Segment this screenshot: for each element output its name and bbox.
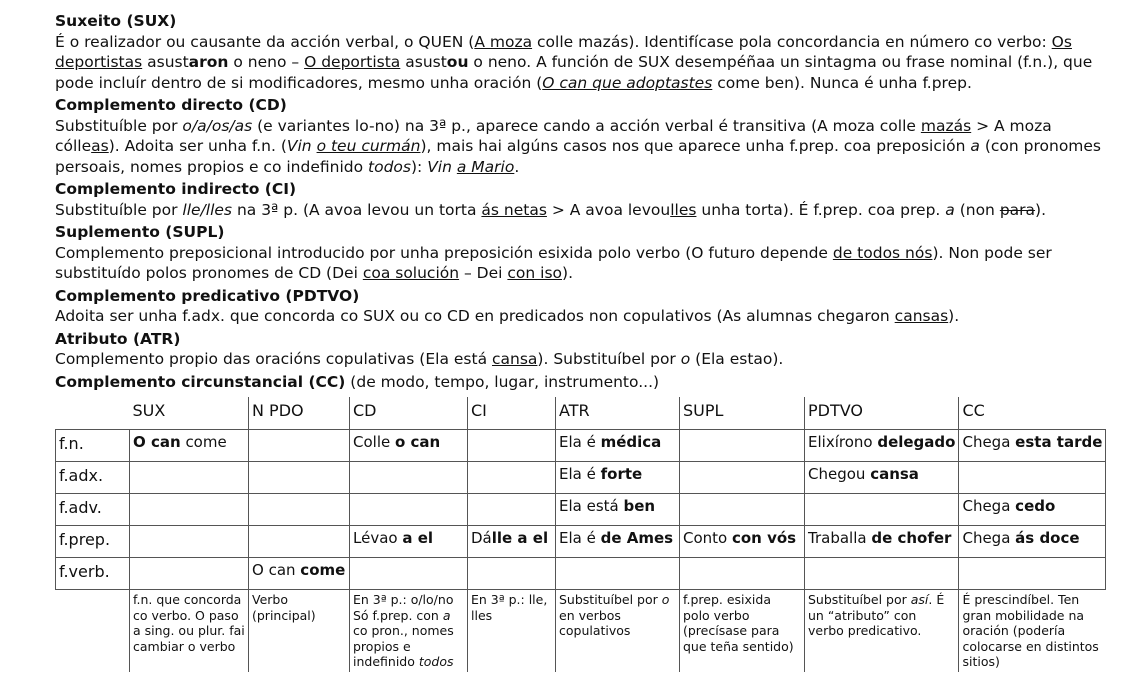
section-body-pdtvo: Adoita ser unha f.adx. que concorda co SUX ou co CD en predicados non copulativos (As alumnas chegaron cansas). <box>55 307 960 325</box>
cell-fn-sux: O can come <box>130 430 249 462</box>
section-body-atr: Complemento propio das oracións copulativas (Ela está cansa). Substituíbel por o (Ela estao). <box>55 350 784 368</box>
table-row-fverb <box>56 558 1106 590</box>
grammar-notes <box>55 11 1105 392</box>
section-title-cc: Complemento circunstancial (CC) (de modo, tempo, lugar, instrumento...) <box>55 372 660 391</box>
table-row-fprep <box>56 526 1106 558</box>
row-label-fadv: f.adv. <box>56 494 130 526</box>
table-header-row <box>56 397 1106 430</box>
cell-fverb-atr <box>556 558 680 590</box>
cell-fprep-supl: Conto con vós <box>680 526 805 558</box>
functions-table <box>55 397 1106 672</box>
cell-fadx-supl <box>680 462 805 494</box>
cell-fadx-atr: Ela é forte <box>556 462 680 494</box>
cell-fadv-supl <box>680 494 805 526</box>
col-header-pdtvo: PDTVO <box>805 397 959 430</box>
cell-fn-supl <box>680 430 805 462</box>
cell-fadv-sux <box>130 494 249 526</box>
note-ci: En 3ª p.: lle, lles <box>468 590 556 672</box>
col-header-npdo: N PDO <box>249 397 350 430</box>
cell-fadx-sux <box>130 462 249 494</box>
cell-fprep-ci: Dálle a el <box>468 526 556 558</box>
col-header-atr: ATR <box>556 397 680 430</box>
section-title-cd: Complemento directo (CD) <box>55 96 287 114</box>
table-notes-row <box>56 590 1106 672</box>
table-corner <box>56 397 130 430</box>
row-label-fprep: f.prep. <box>56 526 130 558</box>
section-body-sux: É o realizador ou causante da acción verbal, o QUEN (A moza colle mazás). Identifícase pola concordancia en número co verbo: Os deportistas asustaron o neno – O deportista asustou o neno. A función de SUX desempéñaa un sintagma ou frase nominal (f.n.), que pode incluír dentro de si modificadores, mesmo unha oración (O can que adoptastes come ben). Nunca é unha f.prep. <box>55 32 1093 92</box>
section-title-supl: Suplemento (SUPL) <box>55 223 225 241</box>
cell-fverb-ci <box>468 558 556 590</box>
cell-fverb-sux <box>130 558 249 590</box>
cell-fprep-npdo <box>249 526 350 558</box>
row-label-fn: f.n. <box>56 430 130 462</box>
cell-fprep-atr: Ela é de Ames <box>556 526 680 558</box>
cell-fn-ci <box>468 430 556 462</box>
cell-fverb-npdo: O can come <box>249 558 350 590</box>
cell-fverb-pdtvo <box>805 558 959 590</box>
cell-fn-pdtvo: Elixírono delegado <box>805 430 959 462</box>
note-npdo: Verbo (principal) <box>249 590 350 672</box>
notes-corner <box>56 590 130 672</box>
cell-fadx-pdtvo: Chegou cansa <box>805 462 959 494</box>
row-label-fverb: f.verb. <box>56 558 130 590</box>
col-header-ci: CI <box>468 397 556 430</box>
note-supl: f.prep. esixida polo verbo (precísase para que teña sentido) <box>680 590 805 672</box>
note-pdtvo: Substituíbel por así. É un “atributo” con verbo predicativo. <box>805 590 959 672</box>
section-title-ci: Complemento indirecto (CI) <box>55 180 297 198</box>
cell-fadv-npdo <box>249 494 350 526</box>
section-title-atr: Atributo (ATR) <box>55 329 181 348</box>
cell-fprep-pdtvo: Traballa de chofer <box>805 526 959 558</box>
col-header-cd: CD <box>350 397 468 430</box>
cell-fn-atr: Ela é médica <box>556 430 680 462</box>
section-body-cd: Substituíble por o/a/os/as (e variantes lo-no) na 3ª p., aparece cando a acción verbal é transitiva (A moza colle mazás > A moza cólleas). Adoita ser unha f.n. (Vin o teu curmán), mais hai algúns casos nos que aparece unha f.prep. coa preposición a (con pronomes persoais, nomes propios e co indefinido todos): Vin a Mario. <box>55 116 1102 176</box>
row-label-fadx: f.adx. <box>56 462 130 494</box>
cell-fadx-ci <box>468 462 556 494</box>
cell-fprep-sux <box>130 526 249 558</box>
table-row-fadv <box>56 494 1106 526</box>
cell-fadv-pdtvo <box>805 494 959 526</box>
cell-fadv-cd <box>350 494 468 526</box>
table-row-fadx <box>56 462 1106 494</box>
cell-fverb-cd <box>350 558 468 590</box>
cell-fn-cc: Chega esta tarde <box>959 430 1106 462</box>
section-body-ci: Substituíble por lle/lles na 3ª p. (A avoa levou un torta ás netas > A avoa levoulles unha torta). É f.prep. coa prep. a (non para). <box>55 200 1047 219</box>
section-title-pdtvo: Complemento predicativo (PDTVO) <box>55 286 360 305</box>
col-header-supl: SUPL <box>680 397 805 430</box>
col-header-sux: SUX <box>130 397 249 430</box>
cell-fadx-cd <box>350 462 468 494</box>
cell-fadx-npdo <box>249 462 350 494</box>
note-cd: En 3ª p.: o/lo/no Só f.prep. con a co pron., nomes propios e indefinido todos <box>350 590 468 672</box>
section-title-sux: Suxeito (SUX) <box>55 12 177 30</box>
note-atr: Substituíbel por o en verbos copulativos <box>556 590 680 672</box>
table-row-fn <box>56 430 1106 462</box>
cell-fadx-cc <box>959 462 1106 494</box>
cell-fn-npdo <box>249 430 350 462</box>
cell-fn-cd: Colle o can <box>350 430 468 462</box>
cell-fadv-atr: Ela está ben <box>556 494 680 526</box>
section-body-supl: Complemento preposicional introducido por unha preposición esixida polo verbo (O futuro depende de todos nós). Non pode ser substituído polos pronomes de CD (Dei coa solución – Dei con iso). <box>55 243 1052 282</box>
cell-fprep-cd: Lévao a el <box>350 526 468 558</box>
cell-fprep-cc: Chega ás doce <box>959 526 1106 558</box>
note-cc: É prescindíbel. Ten gran mobilidade na oración (podería colocarse en distintos sitios) <box>959 590 1106 672</box>
cell-fadv-ci <box>468 494 556 526</box>
cell-fverb-cc <box>959 558 1106 590</box>
note-sux: f.n. que concorda co verbo. O paso a sing. ou plur. fai cambiar o verbo <box>130 590 249 672</box>
cell-fadv-cc: Chega cedo <box>959 494 1106 526</box>
col-header-cc: CC <box>962 401 985 420</box>
cell-fverb-supl <box>680 558 805 590</box>
